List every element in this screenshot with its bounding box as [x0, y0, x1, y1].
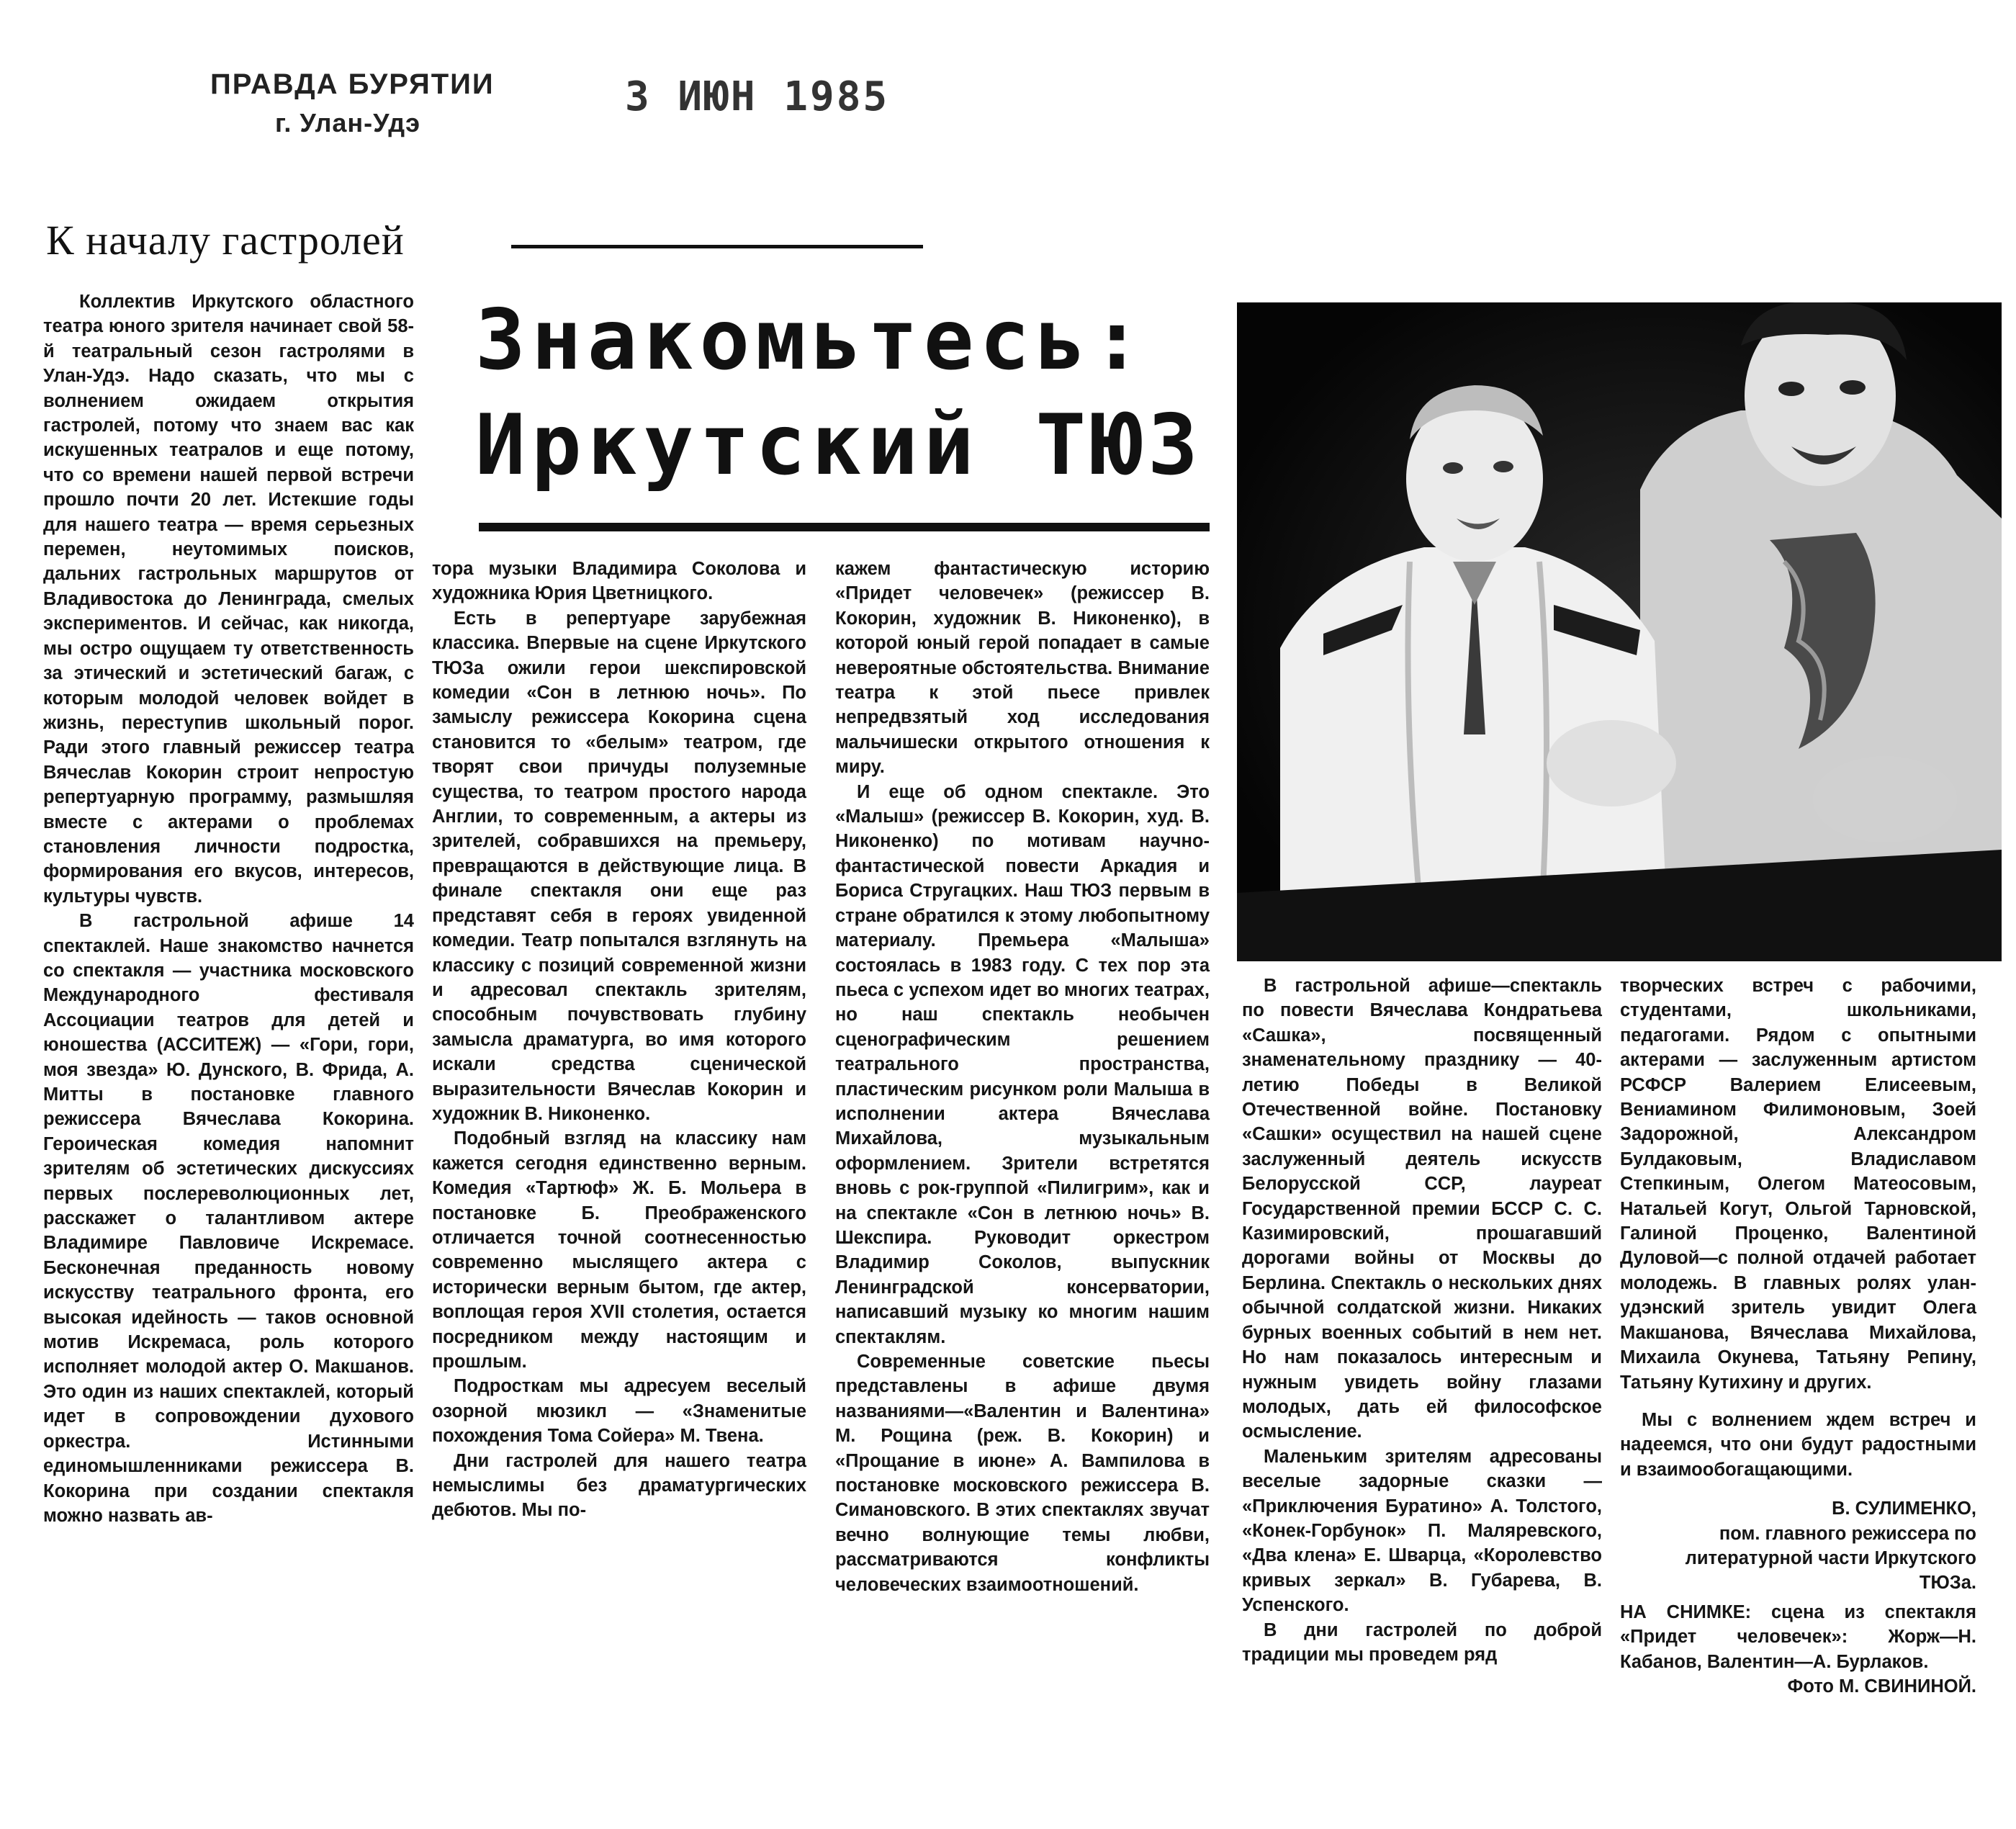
paragraph: Подобный взгляд на классику нам кажется сегодня единственно верным. Комедия «Тартюф» Ж. Б. Мольера в постановке Б. Преображенского отличается точной соотнесенностью современно мыслящего актера с исторически верным бытом, где актер, воплощая героя XVII столетия, остается посредником между настоящим и прошлым. — [432, 1128, 806, 1372]
paragraph: Коллектив Иркутского областного театра юного зрителя начинает свой 58-й театральный сезон гастролями в Улан-Удэ. Надо сказать, что мы с волнением ожидаем открытия гастролей, потому что знаем вас как искушенных театралов и еще потому, что со времени нашей первой встречи прошло почти 20 лет. Истекшие годы для нашего театра — время серьезных перемен, неутомимых поисков, дальних гастрольных маршрутов от Владивостока до Ленинграда, смелых экспериментов. И сейчас, как никогда, мы остро ощущаем ту ответственность за этический и эстетический багаж, с которым молодой человек войдет в жизнь, переступив школьный порог. Ради этого главный режиссер театра Вячеслав Кокорин строит непростую репертуарную программу, размышляя вместе с актерами о проблемах становления личности подростка, формирования его вкусов, интересов, культуры чувств. — [43, 292, 414, 907]
article-column-2 — [432, 557, 806, 1523]
publication-city: г. Улан-Удэ — [275, 108, 421, 138]
article-column-5 — [1620, 974, 1976, 1699]
article-column-3 — [835, 557, 1210, 1597]
paragraph: тора музыки Владимира Соколова и художника Юрия Цветницкого. — [432, 559, 806, 604]
paragraph: кажем фантастическую историю «Придет человечек» (режиссер В. Кокорин, художник В. Никоненко), в которой юный герой попадает в самые невероятные обстоятельства. Внимание театра к этой пьесе привлек непредвзятый ход исследования мальчишески открытого отношения к миру. — [835, 559, 1210, 778]
stage-photo — [1237, 302, 2002, 961]
photo-caption: НА СНИМКЕ: сцена из спектакля «Придет человечек»: Жорж—Н. Кабанов, Валентин—А. Бурлаков. — [1620, 1601, 1976, 1672]
paragraph: Современные советские пьесы представлены в афише двумя названиями—«Валентин и Валентина» М. Рощина (реж. В. Кокорин) и «Прощание в июне» А. Вампилова в постановке московского режиссера В. Симановского. В этих спектаклях звучат вечно волнующие темы любви, рассматриваются конфликты человеческих взаимоотношений. — [835, 1352, 1210, 1595]
rubric-rule — [511, 245, 923, 248]
paragraph: И еще об одном спектакле. Это «Малыш» (режиссер В. Кокорин, худ. В. Никоненко) по мотивам научно-фантастической повести Аркадия и Бориса Стругацких. Наш ТЮЗ первым в стране обратился к этому любопытному материалу. Премьера «Малыша» состоялась в 1983 году. С тех пор эта пьеса с успехом идет во многих театрах, но наш спектакль необычен сценографическим решением театрального пространства, пластическим рисунком роли Малыша в исполнении актера Вячеслава Михайлова, музыкальным оформлением. Зрители встретятся вновь с рок-группой «Пилигрим», как и на спектакле «Сон в летнюю ночь» В. Шекспира. Руководит оркестром Владимир Соколов, выпускник Ленинградской консерватории, написавший музыку ко многим нашим спектаклям. — [835, 781, 1210, 1347]
headline-rule — [479, 523, 1210, 531]
paragraph: Мы с волнением ждем встреч и надеемся, что они будут радостными и взаимообогащающими. — [1620, 1409, 1976, 1480]
paragraph: Есть в репертуаре зарубежная классика. Впервые на сцене Иркутского ТЮЗа ожили герои шекспировской комедии «Сон в летнюю ночь». По замыслу режиссера Кокорина сцена становится то «белым» театром, где творят свои причуды полуземные существа, то театром простого народа Англии, то современным, а актеры из зрителей, собравшихся на премьеру, превращаются в действующие лица. В финале спектакля они еще раз представят себя в героях увиденной комедии. Театр попытался взглянуть на классику с позиций современной жизни и адресовал спектакль зрителям, способным почувствовать глубину замысла драматурга, во имя которого искали средства сценической выразительности Вячеслав Кокорин и художник В. Никоненко. — [432, 608, 806, 1124]
stage-photo-illustration — [1237, 302, 2002, 961]
rubric-title: К началу гастролей — [46, 217, 405, 264]
article-column-1 — [43, 289, 414, 1528]
headline — [475, 288, 1217, 498]
author-title: пом. главного режиссера по литературной части Иркутского ТЮЗа. — [1685, 1523, 1976, 1594]
headline-line-2: Иркутский ТЮЗ — [475, 397, 1204, 494]
paragraph: Дни гастролей для нашего театра немыслимы без драматургических дебютов. Мы по- — [432, 1450, 806, 1521]
author-name: В. СУЛИМЕНКО, — [1832, 1498, 1976, 1519]
photo-credit: Фото М. СВИНИНОЙ. — [1787, 1676, 1976, 1697]
paragraph: В дни гастролей по доброй традиции мы проведем ряд — [1242, 1619, 1602, 1665]
paragraph: В гастрольной афише 14 спектаклей. Наше знакомство начнется со спектакля — участника московского Международного фестиваля Ассоциации театров для детей и юношества (АССИТЕЖ) — «Гори, гори, моя звезда» Ю. Дунского, В. Фрида, А. Митты в постановке главного режиссера Вячеслава Кокорина. Героическая комедия напомнит зрителям об эстетических дискуссиях первых послереволюционных лет, расскажет о талантливом актере Владимире Павловиче Искремасе. Бесконечная преданность новому искусству театрального фронта, его высокая идейность — таков основной мотив Искремаса, роль которого исполняет молодой актер О. Макшанов. Это один из наших спектаклей, который идет в сопровождении духового оркестра. Истинными единомышленниками режиссера В. Кокорина при создании спектакля можно назвать ав- — [43, 911, 414, 1526]
paragraph: Маленьким зрителям адресованы веселые задорные сказки — «Приключения Буратино» А. Толстого, «Конек-Горбунок» П. Маляревского, «Два клена» Е. Шварца, «Королевство кривых зеркал» В. Губарева, В. Успенского. — [1242, 1446, 1602, 1616]
paragraph: Подросткам мы адресуем веселый озорной мюзикл — «Знаменитые похождения Тома Сойера» М. Твена. — [432, 1376, 806, 1447]
paragraph: творческих встреч с рабочими, студентами, школьниками, педагогами. Рядом с опытными актерами — заслуженным артистом РСФСР Валерием Елисеевым, Вениамином Филимоновым, Зоей Задорожной, Александром Булдаковым, Владиславом Степкиным, Олегом Матеосовым, Натальей Когут, Ольгой Тарновской, Галиной Проценко, Валентиной Дуловой—с полной отдачей работает молодежь. В главных ролях улан-удэнский зритель увидит Олега Макшанова, Вячеслава Михайлова, Михаила Окунева, Татьяну Репину, Татьяну Кутихину и других. — [1620, 976, 1976, 1393]
article-column-4 — [1242, 974, 1602, 1667]
date-stamp: 3 ИЮН 1985 — [625, 73, 890, 120]
paragraph: В гастрольной афише—спектакль по повести Вячеслава Кондратьева «Сашка», посвященный знаменательному празднику — 40-летию Победы в Великой Отечественной войне. Постановку «Сашки» осуществил на нашей сцене заслуженный деятель искусств Белорусской ССР, лауреат Государственной премии БССР С. С. Казимировский, прошагавший дорогами войны от Москвы до Берлина. Спектакль о нескольких днях обычной солдатской жизни. Никаких бурных военных событий в нем нет. Но нам показалось интересным и нужным увидеть войну глазами молодых, дать ей философское осмысление. — [1242, 976, 1602, 1442]
headline-line-1: Знакомьтесь: — [475, 292, 1148, 389]
publication-name: ПРАВДА БУРЯТИИ — [210, 68, 495, 100]
